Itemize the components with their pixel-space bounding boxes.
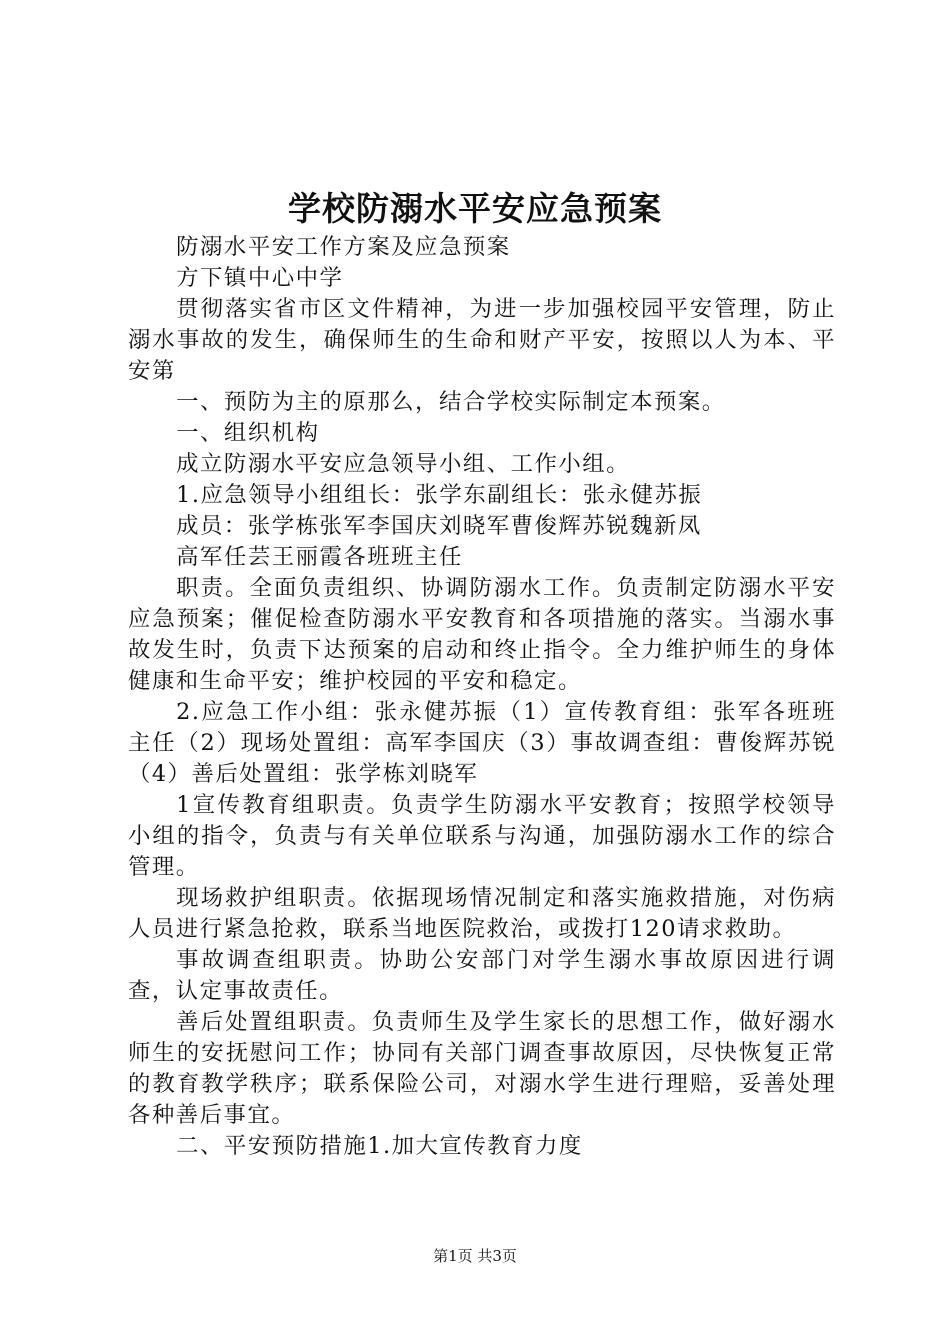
- paragraph-members: 成员：张学栋张军李国庆刘晓军曹俊辉苏锐魏新凤: [176, 513, 702, 539]
- paragraph-aftermath-duties: 善后处置组职责。负责师生及学生家长的思想工作，做好溺水师生的安抚慰问工作；协同有关部门调查事故原因，尽快恢复正常的教育教学秩序；联系保险公司，对溺水学生进行理赔，妥善处理各种善后事宜。: [128, 1009, 836, 1128]
- paragraph-members-cont: 高军任芸王丽霞各班班主任: [176, 544, 463, 570]
- heading-organization: 一、组织机构: [176, 420, 320, 446]
- paragraph-leadership-duties: 职责。全面负责组织、协调防溺水工作。负责制定防溺水平安应急预案；催促检查防溺水平安教育和各项措施的落实。当溺水事故发生时，负责下达预案的启动和终止指令。全力维护师生的身体健康和生命平安；维护校园的平安和稳定。: [128, 575, 836, 694]
- paragraph-groups: 成立防溺水平安应急领导小组、工作小组。: [176, 451, 631, 477]
- paragraph-leadership-group: 1.应急领导小组组长：张学东副组长：张永健苏振: [176, 482, 703, 508]
- document-body: [128, 232, 836, 1162]
- paragraph-principle: 一、预防为主的原那么，结合学校实际制定本预案。: [176, 389, 726, 415]
- document-title: 学校防溺水平安应急预案: [288, 189, 662, 228]
- paragraph-work-group: 2.应急工作小组：张永健苏振（1）宣传教育组：张军各班班主任（2）现场处置组：高军李国庆（3）事故调查组：曹俊辉苏锐（4）善后处置组：张学栋刘晓军: [128, 699, 836, 787]
- paragraph-rescue-duties: 现场救护组职责。依据现场情况制定和落实施救措施，对伤病人员进行紧急抢救，联系当地医院救治，或拨打120请求救助。: [128, 885, 836, 942]
- paragraph-subtitle: 防溺水平安工作方案及应急预案: [176, 234, 511, 260]
- paragraph-publicity-duties: 1宣传教育组职责。负责学生防溺水平安教育；按照学校领导小组的指令，负责与有关单位联系与沟通，加强防溺水工作的综合管理。: [128, 792, 836, 880]
- heading-prevention-measures: 二、平安预防措施1.加大宣传教育力度: [176, 1133, 583, 1159]
- paragraph-intro: 贯彻落实省市区文件精神，为进一步加强校园平安管理，防止溺水事故的发生，确保师生的生命和财产平安，按照以人为本、平安第: [128, 296, 836, 384]
- page-number-footer: 第1页 共3页: [433, 1247, 517, 1265]
- paragraph-investigation-duties: 事故调查组职责。协助公安部门对学生溺水事故原因进行调查，认定事故责任。: [128, 947, 836, 1004]
- paragraph-school-name: 方下镇中心中学: [176, 265, 344, 291]
